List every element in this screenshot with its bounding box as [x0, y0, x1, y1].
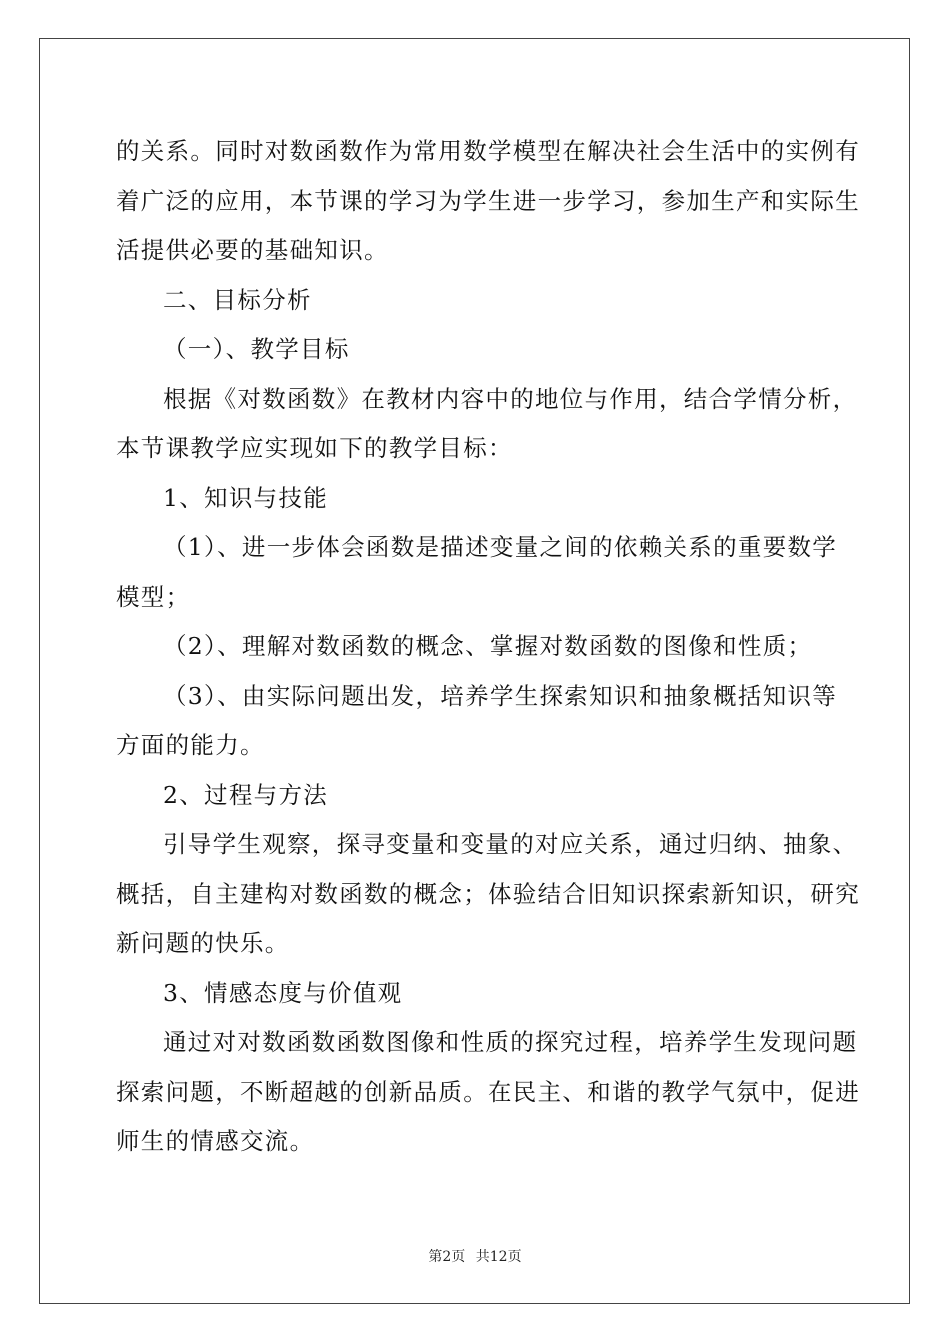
document-body [116, 127, 860, 1167]
text-line: 的关系。同时对数函数作为常用数学模型在解决社会生活中的实例有 [116, 137, 860, 165]
page-number: 第2页 [428, 1249, 466, 1265]
text-line: 方面的能力。 [116, 731, 265, 759]
text-line: 着广泛的应用，本节课的学习为学生进一步学习，参加生产和实际生 [116, 186, 860, 215]
list-item: （1）、进一步体会函数是描述变量之间的依赖关系的重要数学 [163, 533, 838, 561]
text-line: 探索问题，不断超越的创新品质。在民主、和谐的教学气氛中，促进 [116, 1077, 860, 1106]
paragraph-line: 通过对对数函数函数图像和性质的探究过程，培养学生发现问题 [163, 1028, 858, 1056]
list-item: （2）、理解对数函数的概念、掌握对数函数的图像和性质； [163, 632, 813, 660]
page-footer [0, 1246, 950, 1266]
text-line: 模型； [116, 582, 191, 611]
paragraph-line: 引导学生观察，探寻变量和变量的对应关系，通过归纳、抽象、 [163, 830, 858, 858]
text-line: 概括，自主建构对数函数的概念；体验结合旧知识探索新知识，研究 [116, 879, 860, 908]
text-line: 本节课教学应实现如下的教学目标： [116, 434, 513, 462]
section-heading: 二、目标分析 [163, 285, 312, 314]
subsection-heading: （一）、教学目标 [163, 335, 350, 363]
text-line: 新问题的快乐。 [116, 929, 290, 957]
item-heading: 1、知识与技能 [163, 483, 329, 512]
page-total: 共12页 [475, 1249, 522, 1265]
item-heading: 2、过程与方法 [163, 780, 329, 809]
text-line: 师生的情感交流。 [116, 1127, 315, 1155]
paragraph-line: 根据《对数函数》在教材内容中的地位与作用，结合学情分析， [163, 384, 858, 413]
list-item: （3）、由实际问题出发，培养学生探索知识和抽象概括知识等 [163, 681, 838, 710]
item-heading: 3、情感态度与价值观 [163, 978, 403, 1007]
text-line: 活提供必要的基础知识。 [116, 236, 389, 264]
